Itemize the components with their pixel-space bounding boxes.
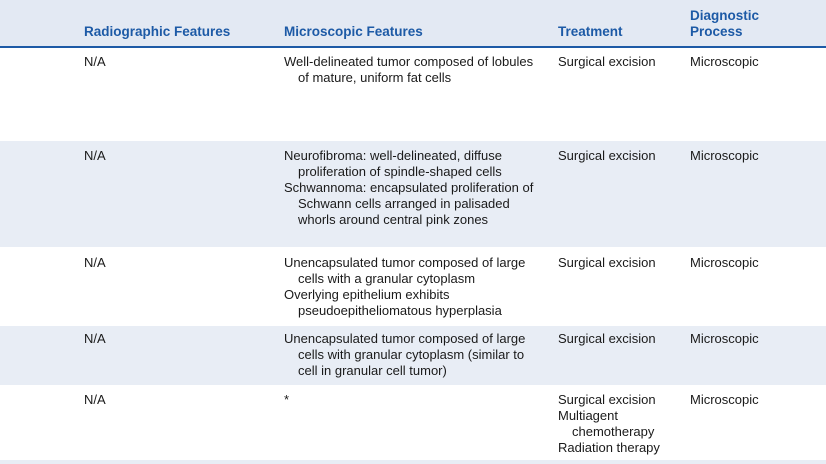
header-microscopic-features: Microscopic Features [284, 24, 423, 39]
cell-radiographic: N/A [84, 148, 106, 163]
cell-diagnostic: Microscopic [690, 54, 759, 69]
cell-microscopic [284, 54, 544, 86]
cell-radiographic: N/A [84, 54, 106, 69]
table-row [0, 248, 826, 325]
cell-treatment [558, 148, 680, 164]
microscopic-line: Unencapsulated tumor composed of large cells with a granular cytoplasm [284, 255, 526, 286]
microscopic-line: Overlying epithelium exhibits pseudoepitheliomatous hyperplasia [284, 287, 502, 318]
microscopic-line: Schwannoma: encapsulated proliferation of Schwann cells arranged in palisaded whorls around central pink zones [284, 180, 534, 227]
table-header [0, 0, 826, 48]
cell-radiographic: N/A [84, 392, 106, 407]
microscopic-line: * [284, 392, 290, 407]
header-diagnostic-line1: Diagnostic [690, 8, 760, 23]
cell-treatment [558, 54, 680, 70]
treatment-line: Surgical excision [558, 392, 656, 407]
table-row [0, 141, 826, 247]
cell-diagnostic: Microscopic [690, 255, 759, 270]
cell-treatment [558, 331, 680, 347]
cell-microscopic [284, 148, 544, 228]
cell-microscopic [284, 392, 544, 408]
treatment-line: Surgical excision [558, 54, 656, 69]
microscopic-line: Unencapsulated tumor composed of large cells with granular cytoplasm (similar to cell in granular cell tumor) [284, 331, 526, 378]
cell-diagnostic: Microscopic [690, 148, 759, 163]
treatment-line: Radiation therapy [558, 440, 660, 455]
cell-radiographic: N/A [84, 255, 106, 270]
header-diagnostic-line2: Process [690, 24, 743, 39]
header-radiographic-features: Radiographic Features [84, 24, 231, 39]
table-row [0, 326, 826, 385]
microscopic-line: Well-delineated tumor composed of lobules of mature, uniform fat cells [284, 54, 534, 85]
cell-diagnostic: Microscopic [690, 392, 759, 407]
treatment-line: Surgical excision [558, 255, 656, 270]
table-bottom-strip [0, 460, 826, 464]
table-row [0, 48, 826, 140]
treatment-line: Surgical excision [558, 331, 656, 346]
cell-microscopic [284, 331, 544, 379]
treatment-line: Multiagent chemotherapy [558, 408, 655, 439]
header-treatment: Treatment [558, 24, 623, 39]
microscopic-line: Neurofibroma: well-delineated, diffuse proliferation of spindle-shaped cells [284, 148, 502, 179]
table-row [0, 386, 826, 460]
cell-diagnostic: Microscopic [690, 331, 759, 346]
cell-microscopic [284, 255, 544, 319]
cell-treatment [558, 392, 680, 456]
treatment-line: Surgical excision [558, 148, 656, 163]
cell-treatment [558, 255, 680, 271]
cell-radiographic: N/A [84, 331, 106, 346]
header-diagnostic-process [690, 8, 820, 40]
